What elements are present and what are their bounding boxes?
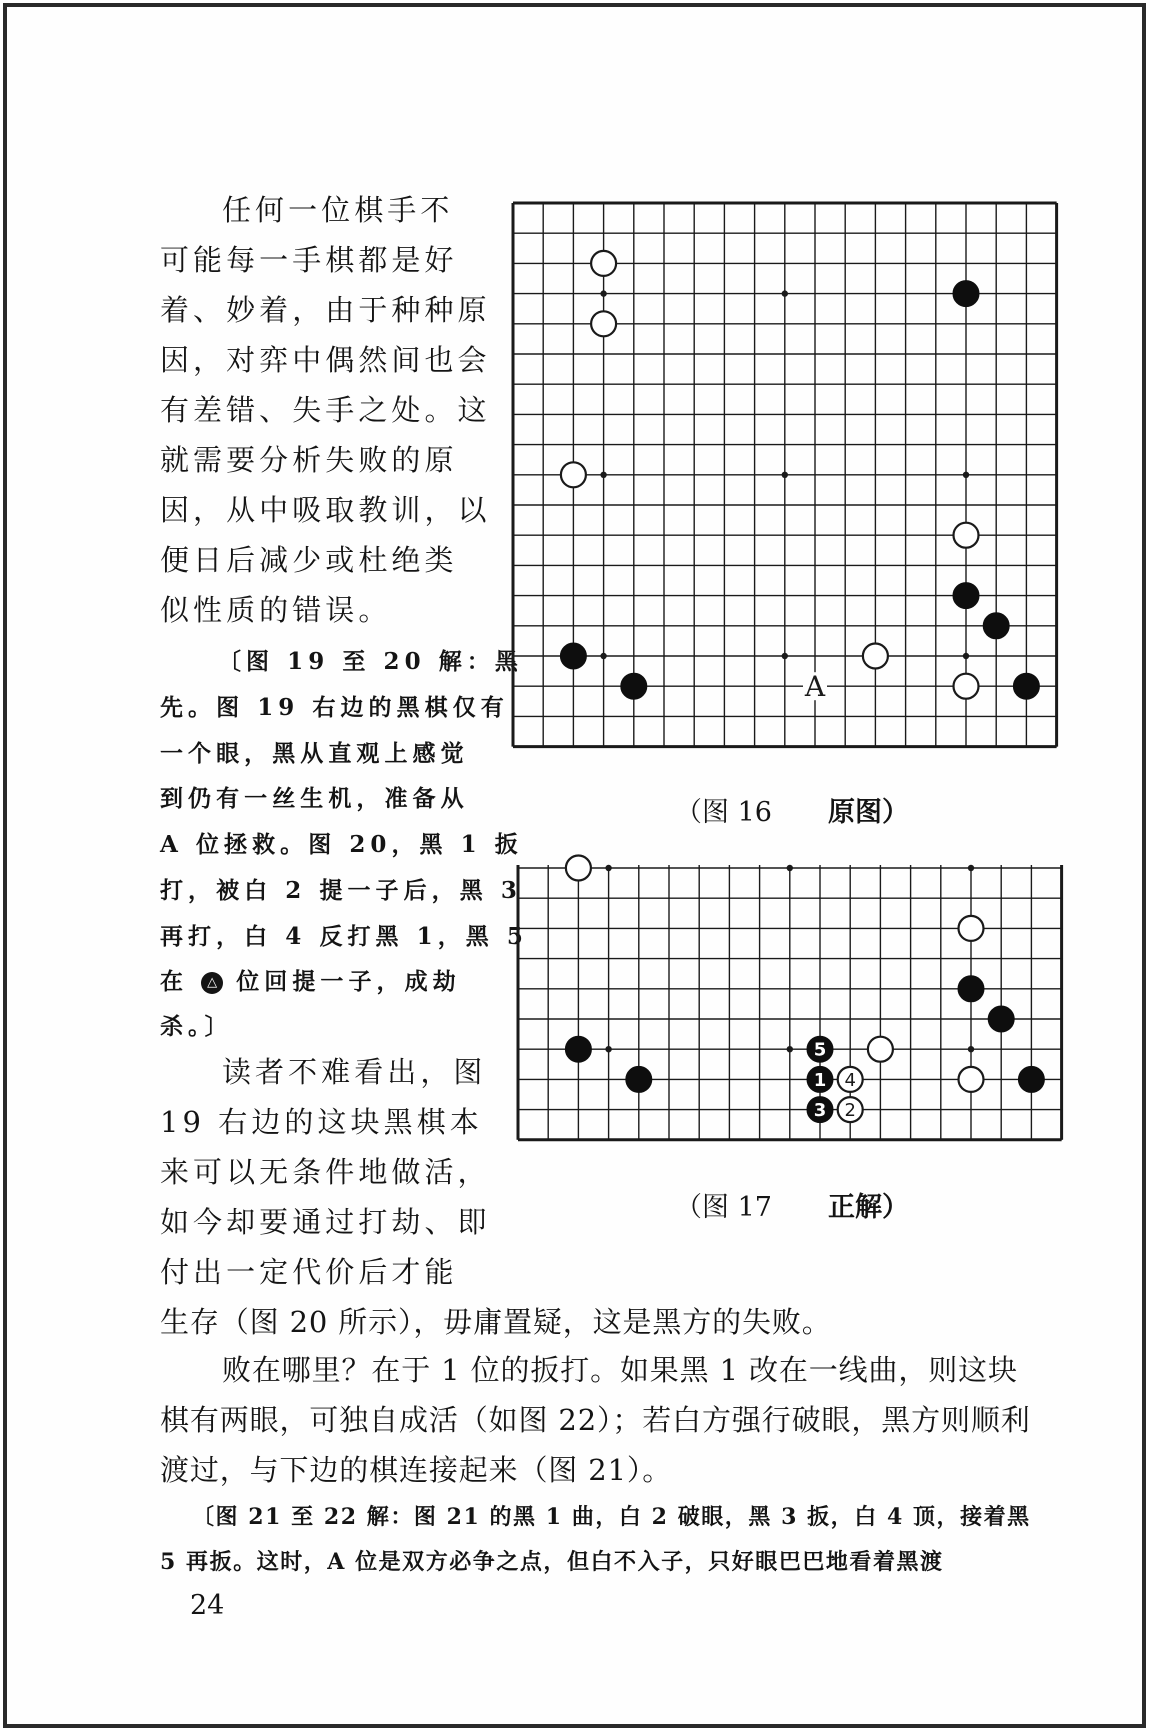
white-stone	[959, 916, 984, 941]
marked-black-stone-icon: △	[201, 972, 223, 994]
note-line: 5 再扳。这时，A 位是双方必争之点，但白不入子，只好眼巴巴地看着黑渡	[160, 1549, 944, 1575]
star-point	[600, 653, 606, 659]
text-line: 渡过，与下边的棋连接起来（图 21）。	[160, 1453, 673, 1487]
text-line: 着、妙着，由于种种原	[160, 293, 491, 327]
note-line: 一个眼，黑从直观上感觉	[160, 740, 469, 767]
star-point	[782, 290, 788, 296]
text-line: 因，从中吸取教训，以	[160, 493, 491, 527]
black-stone	[626, 1067, 651, 1092]
black-stone	[954, 583, 979, 608]
black-stone	[989, 1007, 1014, 1032]
star-point	[963, 653, 969, 659]
point-label-a: A	[804, 670, 826, 704]
move-number: 2	[844, 1100, 856, 1122]
text-line: 任何一位棋手不	[222, 193, 454, 227]
note-line: 到仍有一丝生机，准备从	[160, 785, 469, 812]
text-line: 如今却要通过打劫、即	[160, 1205, 491, 1239]
text-line: 有差错、失手之处。这	[160, 393, 491, 427]
move-number: 4	[844, 1069, 856, 1091]
note-line: 〔图 21 至 22 解：图 21 的黑 1 曲，白 2 破眼，黑 3 扳，白 4 顶，接着黑	[192, 1504, 1031, 1530]
star-point	[782, 653, 788, 659]
figure-caption-16	[675, 790, 909, 829]
star-point	[605, 1046, 611, 1052]
text-line: 败在哪里？在于 1 位的扳打。如果黑 1 改在一线曲，则这块	[222, 1353, 1018, 1387]
black-stone	[984, 613, 1009, 638]
text-line: 因，对弈中偶然间也会	[160, 343, 491, 377]
black-stone	[1014, 674, 1039, 699]
star-point	[963, 472, 969, 478]
text-line: 棋有两眼，可独自成活（如图 22）；若白方强行破眼，黑方则顺利	[160, 1403, 1031, 1437]
text-line: 便日后减少或杜绝类	[160, 543, 458, 577]
black-stone	[621, 674, 646, 699]
text-line: 似性质的错误。	[160, 593, 392, 627]
caption-title: 正解）	[827, 1192, 909, 1223]
note-line: 再打，白 4 反打黑 1，黑 5	[160, 923, 528, 950]
black-stone	[566, 1037, 591, 1062]
note-line: 先。图 19 右边的黑棋仅有	[160, 694, 509, 721]
go-diagram-17	[515, 865, 1075, 1185]
note-line	[160, 963, 461, 996]
white-stone	[954, 523, 979, 548]
note-line: 〔图 19 至 20 解：黑	[218, 648, 523, 675]
text-line: 19 右边的这块黑棋本	[160, 1105, 483, 1139]
text-line: 付出一定代价后才能	[160, 1255, 458, 1289]
text-line: 就需要分析失败的原	[160, 443, 458, 477]
note-text: 位回提一子，成劫	[236, 968, 461, 995]
white-stone	[954, 674, 979, 699]
note-line: A 位拯救。图 20，黑 1 扳	[160, 831, 523, 858]
star-point	[600, 290, 606, 296]
star-point	[600, 472, 606, 478]
star-point	[968, 865, 974, 871]
white-stone	[561, 462, 586, 487]
star-point	[968, 1046, 974, 1052]
white-stone	[591, 251, 616, 276]
caption-title: 原图）	[827, 797, 909, 828]
black-stone	[959, 976, 984, 1001]
white-stone	[863, 644, 888, 669]
go-diagram-16	[510, 200, 1070, 760]
text-line: 生存（图 20 所示），毋庸置疑，这是黑方的失败。	[160, 1305, 832, 1339]
black-stone	[954, 281, 979, 306]
white-stone	[591, 311, 616, 336]
page-number: 24	[190, 1590, 225, 1621]
note-line: 打，被白 2 提一子后，黑 3	[160, 877, 522, 904]
move-number: 3	[813, 1100, 827, 1122]
text-line: 来可以无条件地做活，	[160, 1155, 491, 1189]
caption-figure-number: （图 17	[675, 1192, 772, 1223]
note-text: 在	[160, 968, 189, 995]
text-line: 可能每一手棋都是好	[160, 243, 458, 277]
move-number: 1	[813, 1069, 827, 1091]
text-line: 读者不难看出，图	[222, 1055, 487, 1089]
caption-figure-number: （图 16	[675, 797, 772, 828]
white-stone	[566, 856, 591, 881]
star-point	[787, 1046, 793, 1052]
white-stone	[868, 1037, 893, 1062]
note-line: 杀。〕	[160, 1013, 233, 1040]
star-point	[782, 472, 788, 478]
figure-caption-17	[675, 1185, 909, 1224]
star-point	[787, 865, 793, 871]
white-stone	[959, 1067, 984, 1092]
black-stone	[561, 644, 586, 669]
move-number: 5	[813, 1039, 827, 1061]
black-stone	[1019, 1067, 1044, 1092]
star-point	[605, 865, 611, 871]
